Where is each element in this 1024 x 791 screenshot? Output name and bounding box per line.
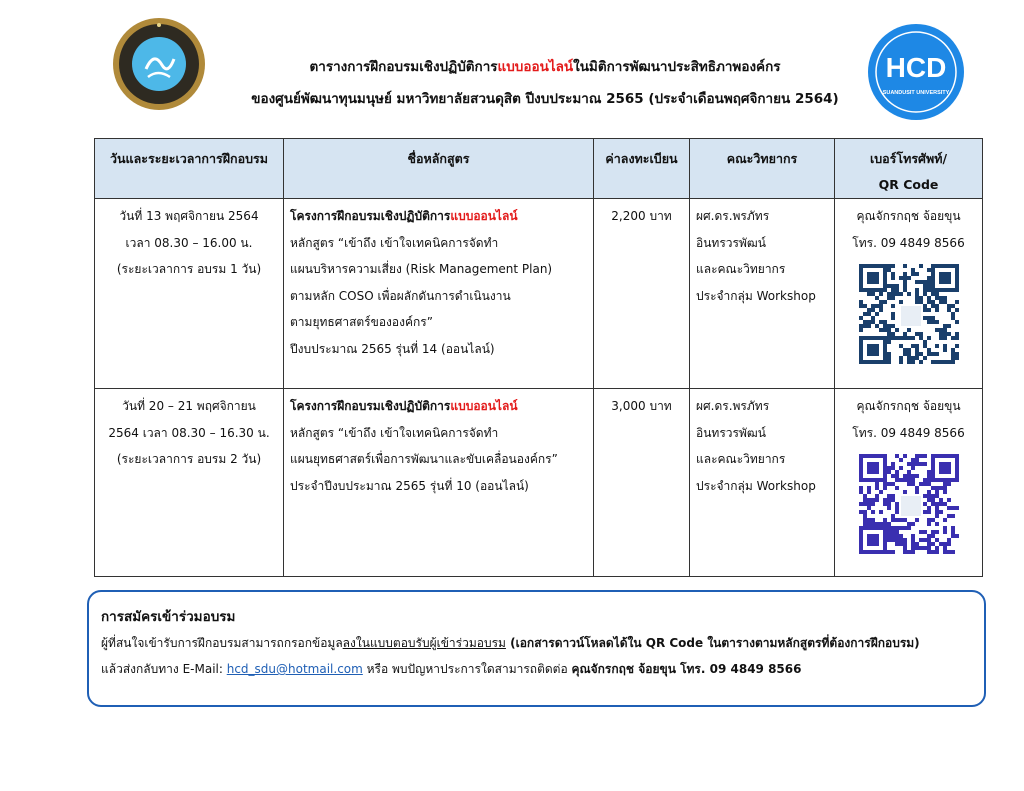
row1-course — [284, 199, 594, 389]
row2-course-line: ประจำปีงบประมาณ 2565 รุ่นที่ 10 (ออนไลน์) — [290, 478, 529, 493]
header-phone-line1: เบอร์โทรศัพท์/ — [869, 151, 948, 166]
row2-contact-name: คุณจักรกฤช จ้อยขุน — [856, 399, 961, 413]
page-title-line2: ของศูนย์พัฒนาทุนมนุษย์ มหาวิทยาลัยสวนดุสิต ปีงบประมาณ 2565 (ประจำเดือนพฤศจิกายน 2564) — [251, 91, 839, 107]
table-row — [95, 199, 983, 389]
registration-download-note: (เอกสารดาวน์โหลดได้ใน QR Code ในตารางตามหลักสูตรที่ต้องการฝึกอบรม) — [505, 636, 920, 650]
row2-course-line: แผนยุทธศาสตร์เพื่อการพัฒนาและขับเคลื่อนองค์กร” — [290, 452, 558, 466]
contact-person: คุณจักรกฤช จ้อยขุน โทร. 09 4849 8566 — [571, 662, 802, 676]
hcd-mark: HCD — [885, 52, 947, 83]
row2-speaker-line: ประจำกลุ่ม Workshop — [696, 478, 816, 493]
row1-course-head-pre: โครงการฝึกอบรมเชิงปฏิบัติการ — [290, 209, 451, 223]
row2-phone — [835, 389, 983, 577]
registration-line2 — [101, 656, 972, 682]
row2-course — [284, 389, 594, 577]
row1-date-line: วันที่ 13 พฤศจิกายน 2564 — [119, 209, 259, 223]
row1-contact-name: คุณจักรกฤช จ้อยขุน — [856, 209, 961, 223]
title-pre: ตารางการฝึกอบรมเชิงปฏิบัติการ — [309, 59, 498, 75]
row1-contact-phone: โทร. 09 4849 8566 — [852, 235, 965, 250]
email-label: แล้วส่งกลับทาง E-Mail: — [101, 662, 227, 676]
row2-course-head — [290, 393, 587, 420]
row2-speaker-line: และคณะวิทยากร — [696, 452, 786, 466]
header-phone-line2: QR Code — [878, 177, 939, 192]
row2-course-head-online: แบบออนไลน์ — [450, 399, 518, 413]
row1-speaker-line: และคณะวิทยากร — [696, 262, 786, 276]
row1-fee: 2,200 บาท — [594, 199, 690, 389]
row1-phone — [835, 199, 983, 389]
row2-course-head-pre: โครงการฝึกอบรมเชิงปฏิบัติการ — [290, 399, 451, 413]
row1-course-line: หลักสูตร “เข้าถึง เข้าใจเทคนิคการจัดทำ — [290, 235, 499, 250]
registration-form-link[interactable]: ลงในแบบตอบรับผู้เข้าร่วมอบรม — [342, 636, 506, 650]
row1-course-line: ตามยุทธศาสตร์ขององค์กร” — [290, 315, 433, 329]
row1-date — [95, 199, 284, 389]
row1-speaker — [690, 199, 835, 389]
row1-course-line: ปีงบประมาณ 2565 รุ่นที่ 14 (ออนไลน์) — [290, 341, 495, 356]
row2-fee: 3,000 บาท — [594, 389, 690, 577]
suan-dusit-university-logo — [112, 17, 206, 111]
header-course: ชื่อหลักสูตร — [284, 139, 594, 199]
header-phone — [835, 139, 983, 199]
row1-course-head — [290, 203, 587, 230]
row1-speaker-line: ผศ.ดร.พรภัทร — [696, 209, 770, 223]
row1-speaker-line: ประจำกลุ่ม Workshop — [696, 288, 816, 303]
table-header-row — [95, 139, 983, 199]
title-online-highlight: แบบออนไลน์ — [497, 59, 574, 75]
header-fee: ค่าลงทะเบียน — [594, 139, 690, 199]
row1-speaker-line: อินทรวรพัฒน์ — [696, 235, 766, 250]
row1-duration-line: (ระยะเวลาการ อบรม 1 วัน) — [116, 262, 262, 276]
training-schedule-table — [94, 138, 983, 577]
registration-text: ผู้ที่สนใจเข้ารับการฝึกอบรมสามารถกรอกข้อมูล — [101, 636, 343, 650]
row1-course-line: ตามหลัก COSO เพื่อผลักดันการดำเนินงาน — [290, 288, 511, 303]
title-post: ในมิติการพัฒนาประสิทธิภาพองค์กร — [573, 59, 781, 75]
contact-text: หรือ พบปัญหาประการใดสามารถติดต่อ — [362, 662, 572, 676]
registration-line1 — [101, 630, 972, 656]
row1-time-line: เวลา 08.30 – 16.00 น. — [125, 235, 253, 250]
page-title-line1 — [200, 55, 890, 77]
registration-title: การสมัครเข้าร่วมอบรม — [101, 609, 236, 625]
row1-course-line: แผนบริหารความเสี่ยง (Risk Management Plan) — [290, 262, 553, 276]
header-date: วันและระยะเวลาการฝึกอบรม — [95, 139, 284, 199]
row2-speaker-line: ผศ.ดร.พรภัทร — [696, 399, 770, 413]
row2-date — [95, 389, 284, 577]
row2-date-line: วันที่ 20 – 21 พฤศจิกายน — [122, 399, 256, 413]
qr-code-icon[interactable] — [857, 262, 961, 366]
row2-speaker-line: อินทรวรพัฒน์ — [696, 425, 766, 440]
row2-contact-phone: โทร. 09 4849 8566 — [852, 425, 965, 440]
row2-course-line: หลักสูตร “เข้าถึง เข้าใจเทคนิคการจัดทำ — [290, 425, 499, 440]
row2-speaker — [690, 389, 835, 577]
row2-duration-line: (ระยะเวลาการ อบรม 2 วัน) — [116, 452, 262, 466]
row1-course-head-online: แบบออนไลน์ — [450, 209, 518, 223]
registration-box — [87, 590, 986, 707]
email-link[interactable]: hcd_sdu@hotmail.com — [226, 662, 363, 676]
header-speaker: คณะวิทยากร — [690, 139, 835, 199]
table-row — [95, 389, 983, 577]
row2-time-line: 2564 เวลา 08.30 – 16.30 น. — [108, 425, 270, 440]
qr-code-icon[interactable] — [857, 452, 961, 556]
hcd-university-text: SUANDUSIT UNIVERSITY — [882, 90, 950, 96]
